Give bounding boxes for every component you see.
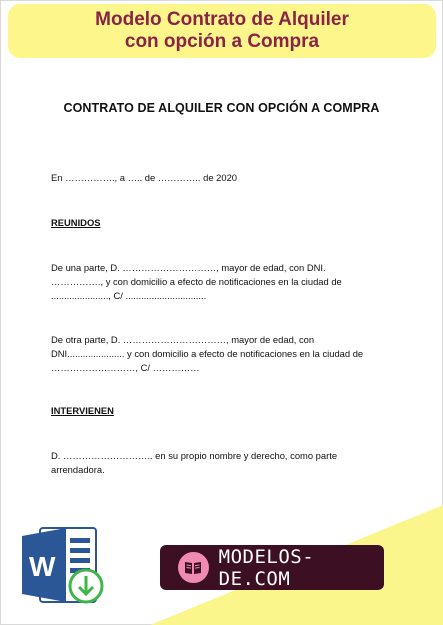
book-icon [178, 552, 209, 583]
party1-line-2: ……………., y con domicilio a efecto de notificaciones en la ciudad de [51, 276, 342, 287]
svg-text:W: W [29, 551, 56, 582]
section-reunidos: REUNIDOS [51, 217, 101, 228]
party1-line-1: De una parte, D. …………………………, mayor de edad, con DNI. [51, 262, 326, 273]
brand-badge[interactable] [160, 545, 384, 590]
download-arrow-icon [70, 570, 102, 602]
title-line-2: con opción a Compra [124, 31, 320, 52]
title-line-1: Modelo Contrato de Alquiler [95, 9, 349, 30]
intervienen-line-1: D. ……………………….. en su propio nombre y derecho, como parte [51, 450, 338, 461]
intervienen-line-2: arrendadora. [51, 464, 105, 475]
brand-name: MODELOS-DE.COM [218, 545, 315, 590]
section-intervienen: INTERVIENEN [51, 405, 114, 416]
word-document-icon[interactable] [18, 520, 110, 612]
party2-line-2: DNI...................... y con domicilio a efecto de notificaciones en la ciudad de [51, 348, 364, 359]
party1-line-3: ......................, C/ ............................... [51, 290, 207, 301]
date-line: En ……………., a ….. de ………….. de 2020 [51, 172, 238, 183]
party2-line-1: De otra parte, D. ……………………………, mayor de edad, con [51, 334, 315, 345]
party2-line-3: ………………………, C/ …………… [51, 362, 200, 373]
document-heading: CONTRATO DE ALQUILER CON OPCIÓN A COMPRA [63, 101, 380, 115]
